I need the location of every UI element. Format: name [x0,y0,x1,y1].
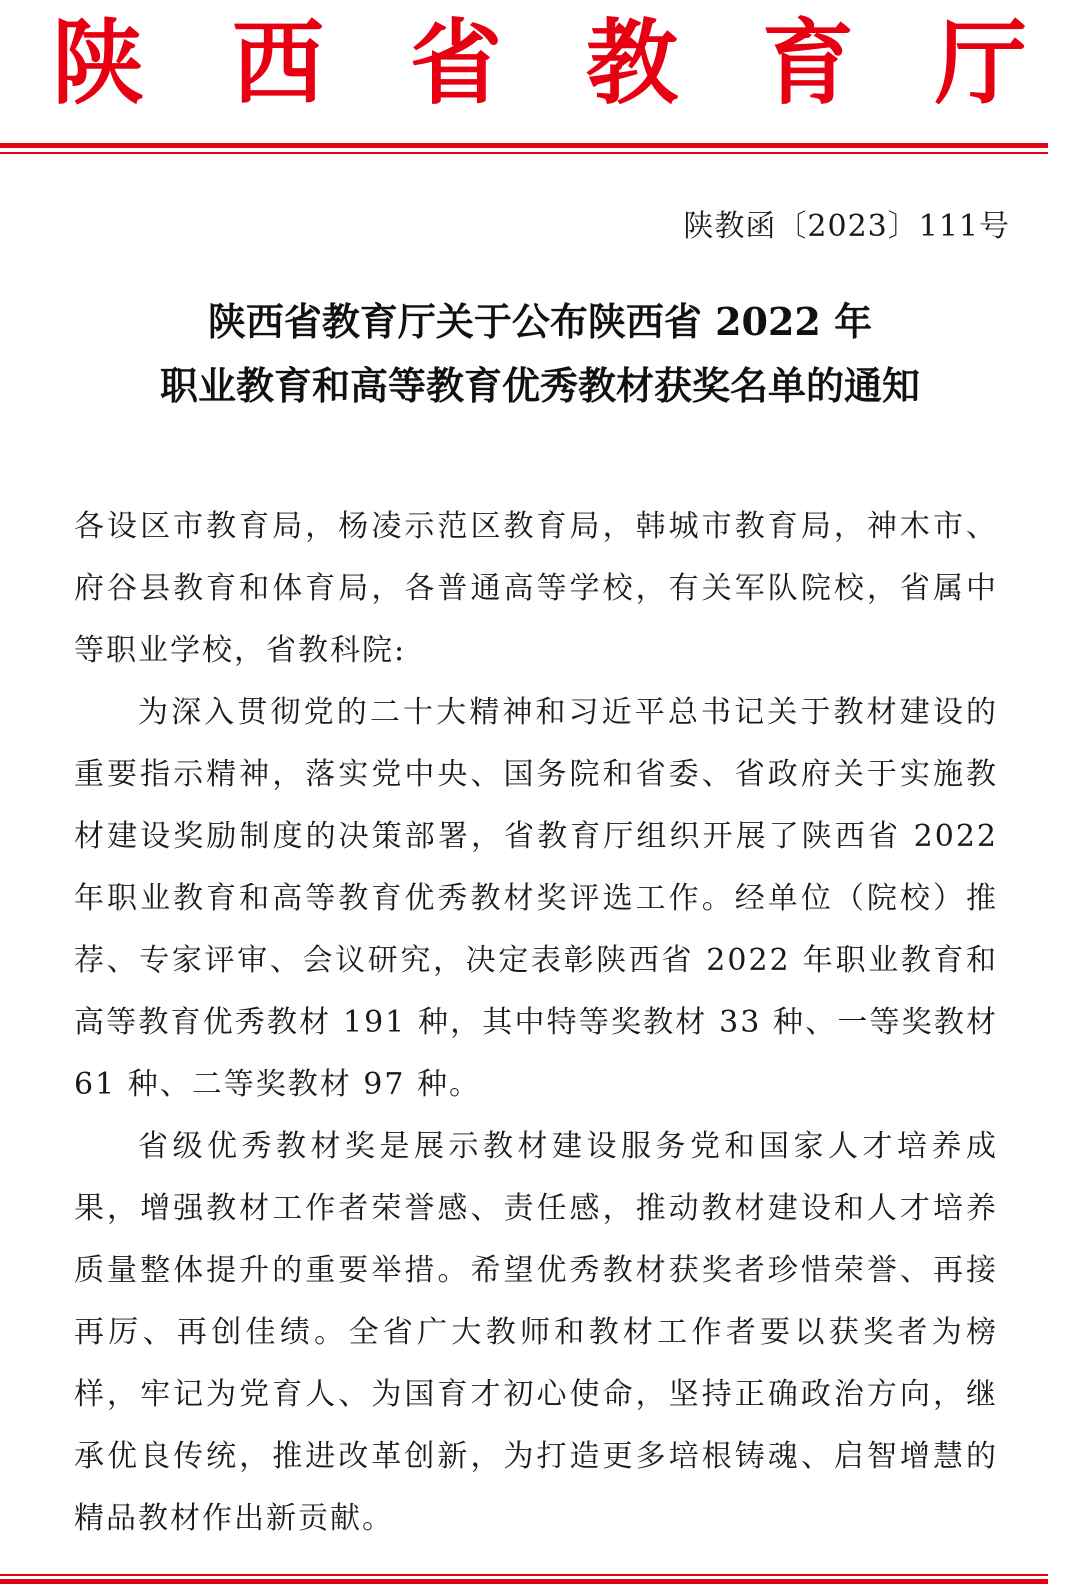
addressee: 各设区市教育局，杨凌示范区教育局，韩城市教育局，神木市、府谷县教育和体育局，各普通高等学校，有关军队院校，省属中等职业学校，省教科院: [74,509,998,668]
masthead-char: 厅 [935,9,1028,117]
document-body [74,496,998,1550]
masthead-char: 省 [410,9,503,117]
header-rule-thick [0,143,1048,148]
title-line-1: 陕西省教育厅关于公布陕西省 2022 年 [207,299,873,344]
masthead [0,8,1080,118]
title-line-2: 职业教育和高等教育优秀教材获奖名单的通知 [159,363,920,408]
masthead-char: 西 [232,9,325,117]
footer-rule-thin [0,1574,1048,1576]
footer-rule-thick [0,1579,1048,1584]
document-number: 陕教函〔2023〕111号 [683,209,1010,244]
body-paragraph-1: 为深入贯彻党的二十大精神和习近平总书记关于教材建设的重要指示精神，落实党中央、国务院和省委、省政府关于实施教材建设奖励制度的决策部署，省教育厅组织开展了陕西省 2022 年职业教育和高等教育优秀教材奖评选工作。经单位（院校）推荐、专家评审、会议研究，决定表彰陕西省 2022 年职业教育和高等教育优秀教材 191 种，其中特等奖教材 33 种、一等奖教材 61 种、二等奖教材 97 种。 [74,695,998,1102]
document-title [0,290,1080,418]
body-paragraph-2: 省级优秀教材奖是展示教材建设服务党和国家人才培养成果，增强教材工作者荣誉感、责任感，推动教材建设和人才培养质量整体提升的重要举措。希望优秀教材获奖者珍惜荣誉、再接再厉、再创佳绩。全省广大教师和教材工作者要以获奖者为榜样，牢记为党育人、为国育才初心使命，坚持正确政治方向，继承优良传统，推进改革创新，为打造更多培根铸魂、启智增慧的精品教材作出新贡献。 [74,1129,998,1536]
masthead-char: 教 [586,9,679,117]
header-rule-thin [0,152,1048,154]
masthead-char: 育 [762,9,855,117]
masthead-char: 陕 [52,9,145,117]
